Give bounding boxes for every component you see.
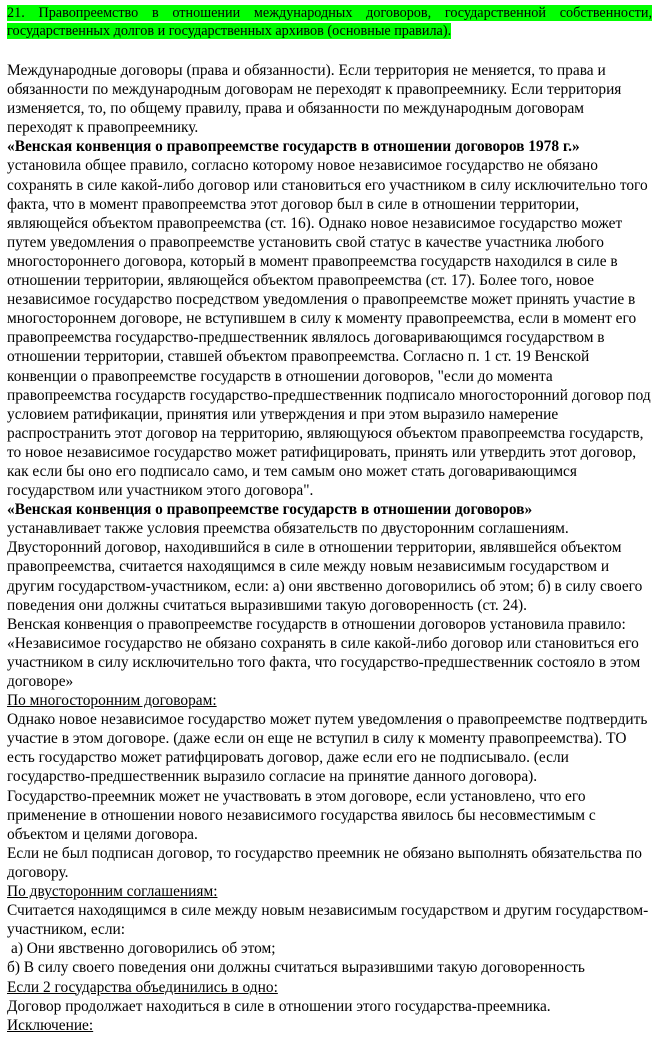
paragraph-quote: «Независимое государство не обязано сохранять в силе какой-либо договор или становиться его участником в силу исключительно того факта, что государство-предшественник состояло в этом договоре» xyxy=(7,634,641,690)
paragraph-convention-title-1978: «Венская конвенция о правопреемстве государств в отношении договоров 1978 г.» xyxy=(7,138,580,156)
subheading-exception-text: Исключение: xyxy=(7,1016,94,1034)
subheading-unification-text: Если 2 государства объединились в одно: xyxy=(7,978,278,996)
paragraph-unification-rule: Договор продолжает находиться в силе в отношении этого государства-преемника. xyxy=(7,997,551,1015)
paragraph-general-rule: установила общее правило, согласно которому новое независимое государство не обязано сохранять в силе какой-либо договор или становиться его участником в силу исключительно того факта, что в момент правопреемства этот договор был в силе в отношении территории, являющейся объектом правопреемства (ст. 16). Однако новое независимое государство может путем уведомления о правопреемстве установить свой статус в качестве участника любого многостороннего договора, который в момент правопреемства государств находился в силе в отношении территории, являющейся объектом правопреемства (ст. 17). Более того, новое независимое государство посредством уведомления о правопреемстве может принять участие в многостороннем договоре, не вступившем в силу к моменту правопреемства, если в момент его правопреемства государство-предшественник являлось договаривающимся государством в отношении территории, ставшей объектом правопреемства. Согласно п. 1 ст. 19 Венской конвенции о правопреемстве государств в отношении договоров, "если до момента правопреемства государств государство-предшественник подписало многосторонний договор под условием ратификации, принятия или утверждения и при этом выразило намерение распространить этот договор на территорию, являющуюся объектом правопреемства государств, то новое независимое государство может ратифицировать, принять или утвердить этот договор, как если бы оно его подписало само, и тем самым оно может стать договаривающимся государством или участником этого договора". xyxy=(7,157,651,500)
paragraph-bilateral-conditions: устанавливает также условия преемства обязательств по двусторонним соглашениям. Двусторонний договор, находившийся в силе в отношении территории, являвшейся объектом правопреемства, считается находящимся в силе между новым независимым государством и другим государством-участником, если: а) они явственно договорились об этом; б) в силу своего поведения они должны считаться выразившими такую договоренность (ст. 24). xyxy=(7,520,643,614)
paragraph-bilateral-in-force: Считается находящимся в силе между новым независимым государством и другим государством-участником, если: xyxy=(7,902,649,939)
document-heading xyxy=(7,5,652,40)
subheading-multilateral-text: По многосторонним договорам: xyxy=(7,692,217,710)
heading-highlight: 21. Правопреемство в отношении международных договоров, государственной собственности, государственных долгов и государственных архивов (основные правила). xyxy=(7,5,652,39)
list-item-b: б) В силу своего поведения они должны считаться выразившими такую договоренность xyxy=(7,959,585,977)
paragraph-successor-may-not-participate: Государство-преемник может не участвовать в этом договоре, если установлено, что его применение в отношении нового независимого государства явилось бы несовместимым с объектом и целями договора. xyxy=(7,787,596,843)
subheading-exception xyxy=(7,1016,652,1035)
list-item-a: а) Они явственно договорились об этом; xyxy=(11,940,276,958)
document-page xyxy=(7,5,652,1035)
blank-line xyxy=(7,40,652,61)
paragraph-multilateral-notification: Однако новое независимое государство может путем уведомления о правопреемстве подтвердить участие в этом договоре. (даже если он еще не вступил в силу к моменту правопреемства). ТО есть государство может ратифцировать договор, даже если его не подписывало. (если государство-предшественник выразило согласие на принятие данного договора). xyxy=(7,711,648,786)
paragraph-convention-rule: Венская конвенция о правопреемстве государств в отношении договоров установила правило: xyxy=(7,615,626,633)
subheading-unification xyxy=(7,978,652,997)
paragraph-convention-title: «Венская конвенция о правопреемстве государств в отношении договоров» xyxy=(7,501,533,519)
subheading-bilateral-text: По двусторонним соглашениям: xyxy=(7,883,218,901)
subheading-multilateral xyxy=(7,691,652,710)
paragraph-not-signed: Если не был подписан договор, то государство преемник не обязано выполнять обязательства по договору. xyxy=(7,844,642,881)
subheading-bilateral xyxy=(7,882,652,901)
paragraph-intro: Международные договоры (права и обязанности). Если территория не меняется, то права и обязанности по международным договорам не переходят к правопреемнику. Если территория изменяется, то, по общему правилу, права и обязанности по международным договорам переходят к правопреемнику. xyxy=(7,62,622,137)
